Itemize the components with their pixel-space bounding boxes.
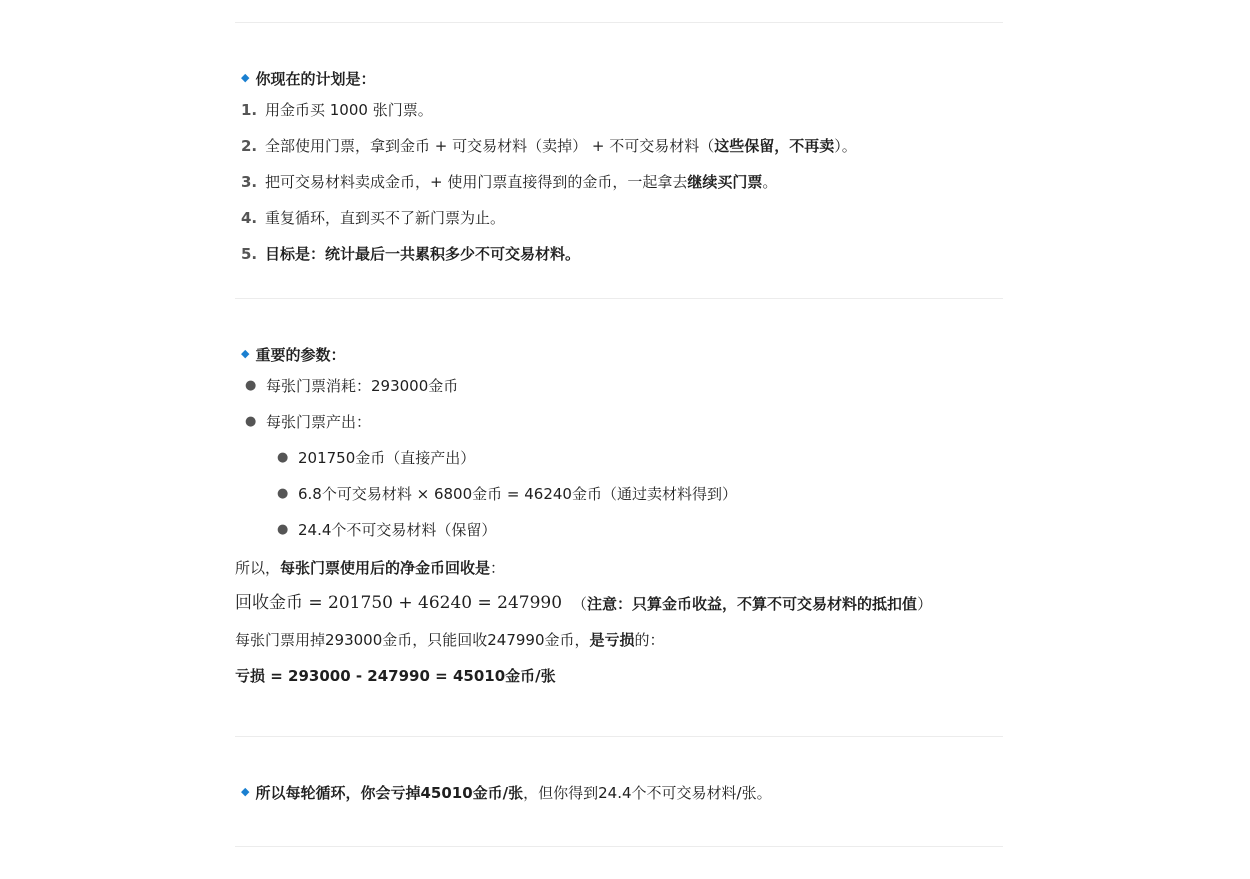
list-number: 2. <box>241 136 258 155</box>
param-item-cost <box>241 368 1003 404</box>
so-text-post: ： <box>490 558 506 577</box>
so-text-pre: 所以， <box>235 558 281 577</box>
plan-item-emphasis: 继续买门票 <box>687 172 763 191</box>
loss-paragraph <box>235 622 1003 658</box>
summary-line <box>241 780 1003 806</box>
plan-item-emphasis: 目标是：统计最后一共累积多少不可交易材料。 <box>265 244 581 263</box>
output-item <box>241 512 1003 548</box>
document-body <box>235 0 1003 847</box>
bullet-icon: ● <box>277 486 289 502</box>
output-text: 24.4个不可交易材料（保留） <box>298 520 497 539</box>
param-text: 每张门票产出： <box>266 412 372 431</box>
plan-item-2 <box>241 128 1003 164</box>
list-number: 3. <box>241 172 258 191</box>
note-emphasis: 注意：只算金币收益，不算不可交易材料的抵扣值 <box>587 594 918 613</box>
loss-text-post: 的： <box>634 630 665 649</box>
plan-item-text-pre: 把可交易材料卖成金币，+ 使用门票直接得到的金币，一起拿去 <box>265 172 688 191</box>
plan-item-text-post: ）。 <box>834 136 857 155</box>
plan-item-4 <box>241 200 1003 236</box>
bullet-icon: ● <box>277 450 289 466</box>
note-paren-open: （ <box>572 594 588 613</box>
bullet-icon: ● <box>245 378 257 394</box>
so-emphasis: 每张门票使用后的净金币回收是 <box>280 558 491 577</box>
output-item <box>241 476 1003 512</box>
loss-emphasis: 是亏损 <box>589 630 635 649</box>
plan-item-text <box>265 135 857 158</box>
diamond-icon: ◆ <box>241 70 250 84</box>
list-number: 1. <box>241 100 258 119</box>
param-text: 每张门票消耗：293000金币 <box>266 376 459 395</box>
diamond-icon: ◆ <box>241 784 250 798</box>
plan-heading <box>241 66 1003 92</box>
summary-section <box>235 780 1003 806</box>
summary-emphasis: 所以每轮循环，你会亏掉45010金币/张 <box>255 783 524 802</box>
plan-item-3 <box>241 164 1003 200</box>
plan-item-text: 重复循环，直到买不了新门票为止。 <box>265 208 506 227</box>
diamond-icon: ◆ <box>241 346 250 360</box>
divider <box>235 736 1003 737</box>
list-number: 4. <box>241 208 258 227</box>
plan-list <box>241 92 1003 272</box>
plan-section <box>235 66 1003 272</box>
outputs-sublist <box>241 440 1003 548</box>
list-number: 5. <box>241 244 258 263</box>
summary-text: ，但你得到24.4个不可交易材料/张。 <box>523 783 772 802</box>
params-heading <box>241 342 1003 368</box>
formula-line <box>235 586 1003 622</box>
loss-formula: 亏损 = 293000 - 247990 = 45010金币/张 <box>235 666 556 685</box>
recovery-formula: 回收金币 = 201750 + 46240 = 247990 <box>235 593 563 614</box>
bullet-icon: ● <box>277 522 289 538</box>
param-item-output <box>241 404 1003 440</box>
params-heading-text: 重要的参数： <box>255 345 346 364</box>
bullet-icon: ● <box>245 414 257 430</box>
plan-heading-text: 你现在的计划是： <box>255 69 376 88</box>
params-list <box>241 368 1003 440</box>
plan-item-text: 用金币买 1000 张门票。 <box>265 100 433 119</box>
output-text: 201750金币（直接产出） <box>298 448 476 467</box>
params-section <box>235 342 1003 548</box>
plan-item-emphasis: 这些保留，不再卖 <box>714 136 835 155</box>
plan-item-text-pre: 全部使用门票，拿到金币 + 可交易材料（卖掉） + 不可交易材料（ <box>265 136 715 155</box>
divider <box>235 22 1003 23</box>
plan-item-1 <box>241 92 1003 128</box>
plan-item-5 <box>241 236 1003 272</box>
plan-item-text <box>265 171 777 194</box>
divider <box>235 298 1003 299</box>
output-text: 6.8个可交易材料 × 6800金币 = 46240金币（通过卖材料得到） <box>298 484 737 503</box>
note-paren-close: ） <box>917 594 933 613</box>
plan-item-text-post: 。 <box>762 172 778 191</box>
divider <box>235 846 1003 847</box>
loss-text-pre: 每张门票用掉293000金币，只能回收247990金币， <box>235 630 590 649</box>
output-item <box>241 440 1003 476</box>
so-paragraph <box>235 550 1003 586</box>
loss-formula-line <box>235 658 1003 694</box>
